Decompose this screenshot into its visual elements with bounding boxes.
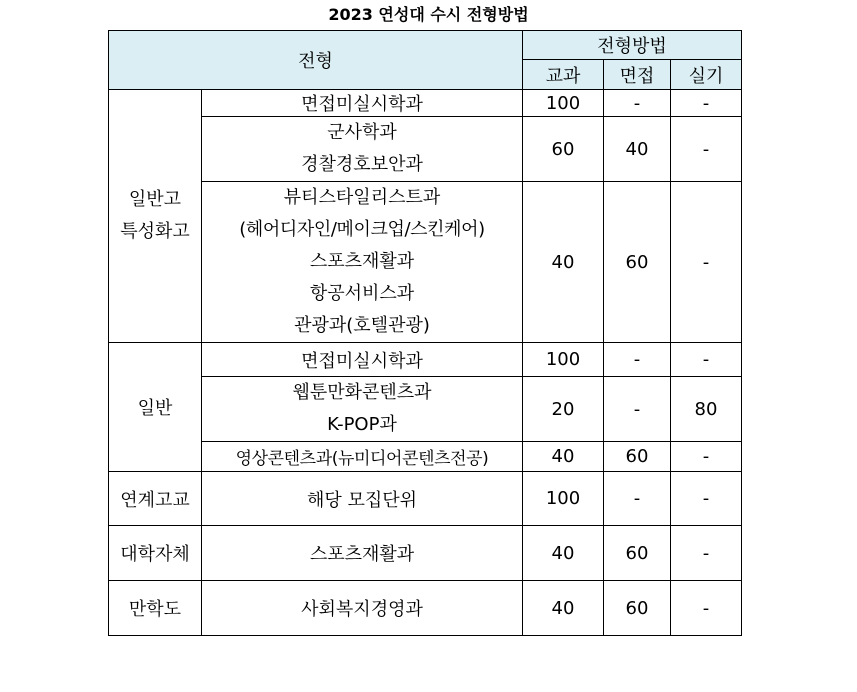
major-cell: 스포츠재활과 (202, 526, 523, 581)
table-row (109, 472, 742, 526)
score-interview: - (604, 377, 671, 442)
header-category-label: 전형 (298, 51, 333, 72)
score-grade: 40 (523, 442, 604, 472)
table-row (109, 90, 742, 117)
score-grade: 40 (523, 182, 604, 343)
major-cell: 면접미실시학과 (202, 90, 523, 117)
score-grade: 100 (523, 472, 604, 526)
table-row (109, 343, 742, 377)
score-grade: 20 (523, 377, 604, 442)
score-interview: 60 (604, 442, 671, 472)
table-row (109, 526, 742, 581)
table-row (109, 117, 742, 182)
table-row (109, 182, 742, 343)
group-cell-general-vocational: 일반고 특성화고 (109, 90, 202, 343)
score-practical: - (671, 182, 742, 343)
table-row (109, 442, 742, 472)
score-grade: 100 (523, 90, 604, 117)
score-practical: - (671, 581, 742, 636)
major-cell: 해당 모집단위 (202, 472, 523, 526)
score-interview: 60 (604, 581, 671, 636)
table-row (109, 581, 742, 636)
score-interview: - (604, 343, 671, 377)
group-cell-general: 일반 (109, 343, 202, 472)
admission-method-table (108, 30, 742, 636)
score-interview: 60 (604, 182, 671, 343)
column-header-interview: 면접 (604, 60, 671, 90)
major-cell: 면접미실시학과 (202, 343, 523, 377)
score-grade: 40 (523, 526, 604, 581)
score-practical: - (671, 343, 742, 377)
group-cell-adult-learner: 만학도 (109, 581, 202, 636)
score-grade: 40 (523, 581, 604, 636)
group-cell-linked-high-school: 연계고교 (109, 472, 202, 526)
column-header-grade: 교과 (523, 60, 604, 90)
score-interview: 40 (604, 117, 671, 182)
table-title: 2023 연성대 수시 전형방법 (328, 5, 529, 24)
score-practical: - (671, 117, 742, 182)
table-row (109, 377, 742, 442)
score-grade: 60 (523, 117, 604, 182)
score-practical: - (671, 526, 742, 581)
score-practical: 80 (671, 377, 742, 442)
major-cell: 뷰티스타일리스트과 (헤어디자인/메이크업/스킨케어) 스포츠재활과 항공서비스과 관광과(호텔관광) (202, 182, 523, 343)
group-cell-university-own: 대학자체 (109, 526, 202, 581)
score-interview: - (604, 472, 671, 526)
header-method-label: 전형방법 (597, 36, 667, 57)
header-category-cell (109, 31, 523, 90)
score-practical: - (671, 90, 742, 117)
score-practical: - (671, 442, 742, 472)
major-cell: 군사학과 경찰경호보안과 (202, 117, 523, 182)
column-header-practical: 실기 (671, 60, 742, 90)
score-practical: - (671, 472, 742, 526)
major-cell: 사회복지경영과 (202, 581, 523, 636)
major-cell: 웹툰만화콘텐츠과 K-POP과 (202, 377, 523, 442)
score-interview: 60 (604, 526, 671, 581)
score-grade: 100 (523, 343, 604, 377)
header-method-cell (523, 31, 742, 60)
score-interview: - (604, 90, 671, 117)
major-cell: 영상콘텐츠과(뉴미디어콘텐츠전공) (202, 442, 523, 472)
